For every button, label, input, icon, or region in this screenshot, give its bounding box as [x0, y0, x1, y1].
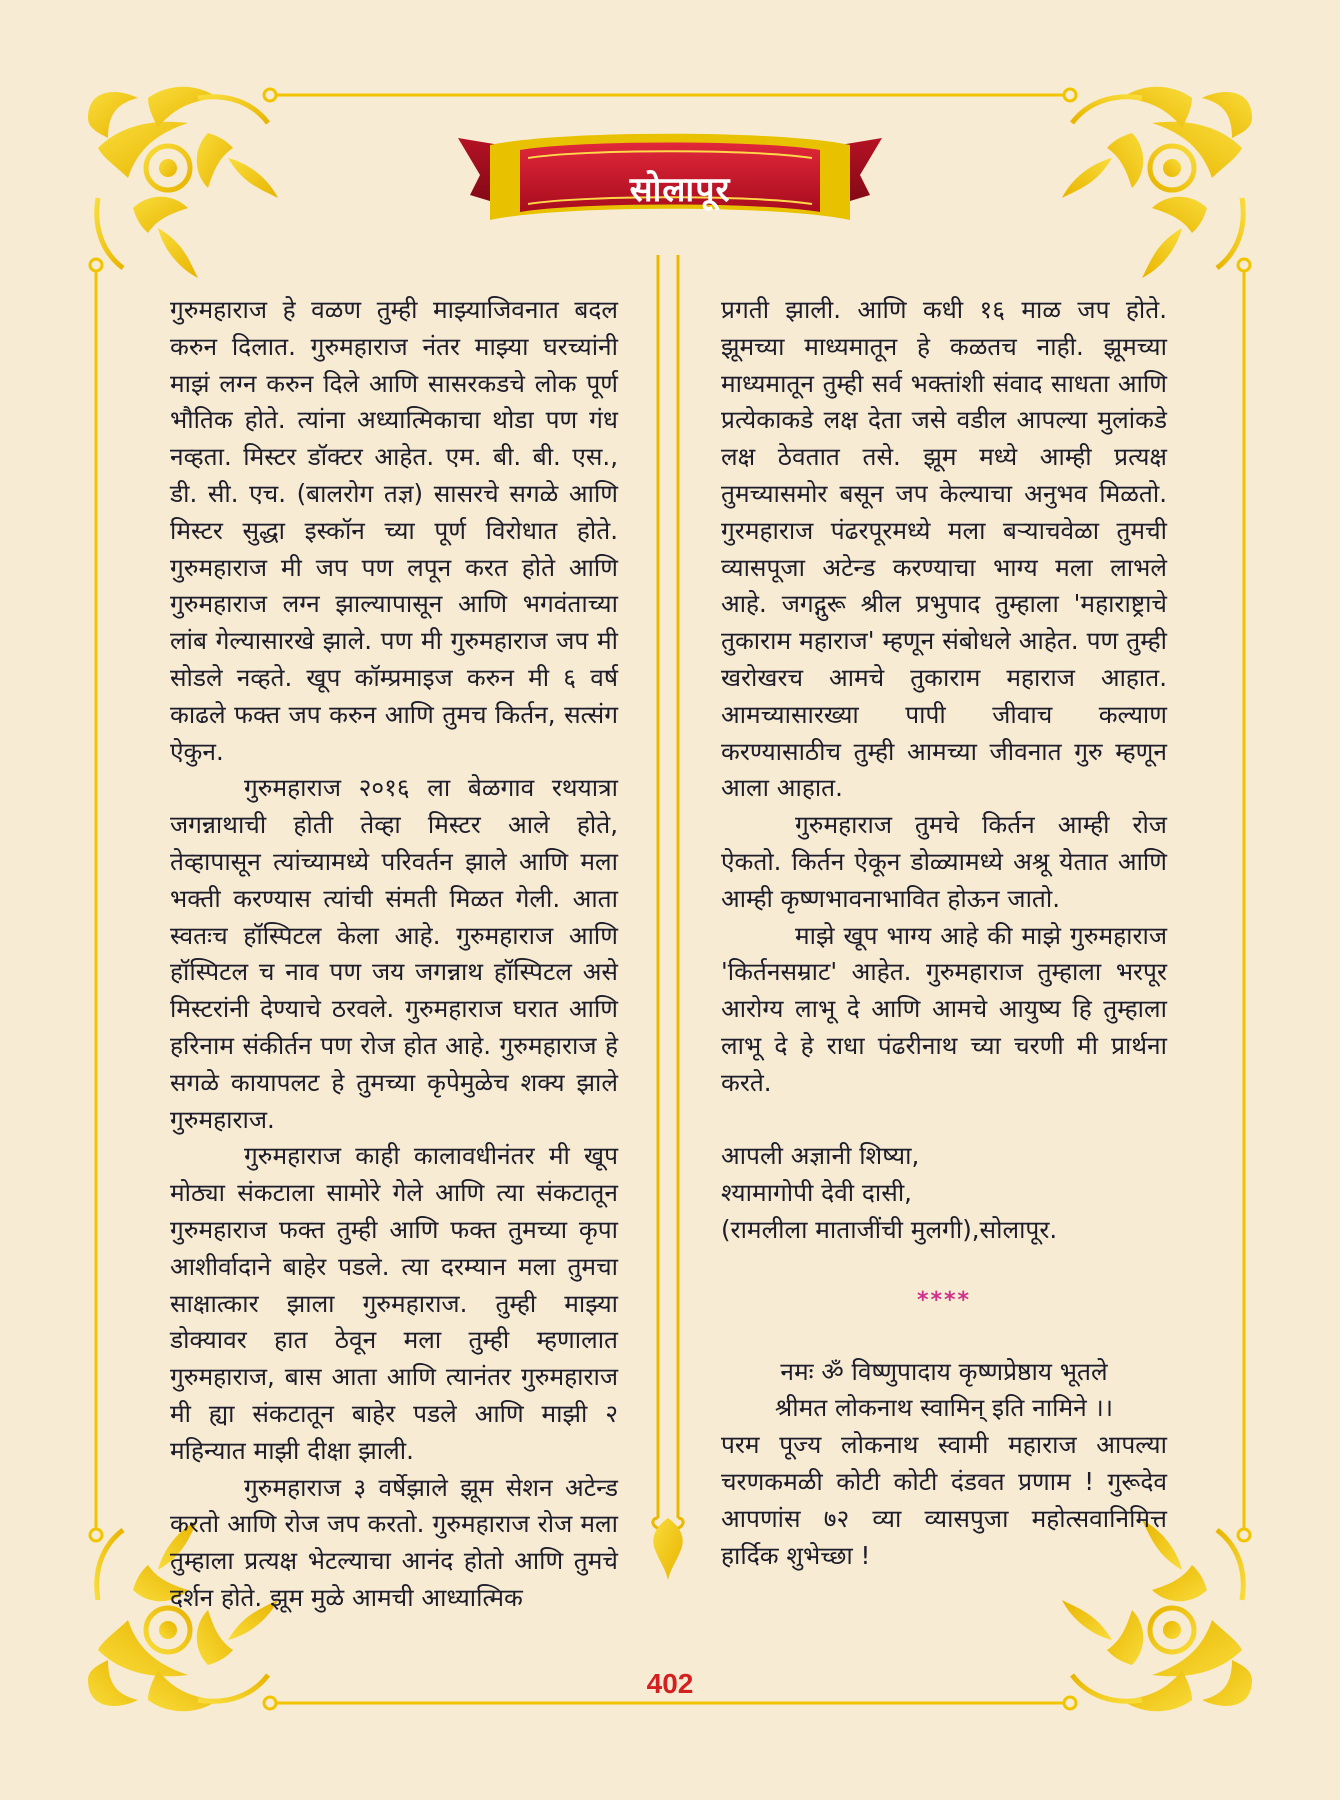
- paragraph: गुरुमहाराज काही कालावधीनंतर मी खूप मोठ्या संकटाला सामोरे गेले आणि त्या संकटातून गुरुमहाराज फक्त तुम्ही आणि फक्त तुमच्या कृपा आशीर्वादाने बाहेर पडले. त्या दरम्यान मला तुमचा साक्षात्कार झाला गुरुमहाराज. तुम्ही माझ्या डोक्यावर हात ठेवून मला तुम्ही म्हणालात गुरुमहाराज, बास आता आणि त्यानंतर गुरुमहाराज मी ह्या संकटातून बाहेर पडले आणि माझी २ महिन्यात माझी दीक्षा झाली.: [170, 1141, 618, 1465]
- shloka-line: श्रीमत लोकनाथ स्वामिन् इति नामिने ।।: [774, 1393, 1114, 1423]
- page-number: 402: [646, 1668, 694, 1699]
- page-title: सोलापूर: [629, 170, 731, 210]
- paragraph: प्रगती झाली. आणि कधी १६ माळ जप होते. झूमच्या माध्यमातून हे कळतच नाही. झूमच्या माध्यमातून तुम्ही सर्व भक्तांशी संवाद साधता आणि प्रत्येकाकडे लक्ष देता जसे वडील आपल्या मुलांकडे लक्ष ठेवतात तसे. झूम मध्ये आम्ही प्रत्यक्ष तुमच्यासमोर बसून जप केल्याचा अनुभव मिळतो. गुरमहाराज पंढरपूरमध्ये मला बऱ्याचवेळा तुमची व्यासपूजा अटेन्ड करण्याचा भाग्य मला लाभले आहे. जगद्गुरू श्रील प्रभुपाद तुम्हाला 'महाराष्ट्राचे तुकाराम महाराज' म्हणून संबोधले आहेत. पण तुम्ही खरोखरच आमचे तुकाराम महाराज आहात. आमच्यासारख्या पापी जीवाच कल्याण करण्यासाठीच तुम्ही आमच्या जीवनात गुरु म्हणून आला आहात.: [721, 295, 1167, 803]
- paragraph: गुरुमहाराज हे वळण तुम्ही माझ्याजिवनात बदल करुन दिलात. गुरुमहाराज नंतर माझ्या घरच्यांनी माझं लग्न करुन दिले आणि सासरकडचे लोक पूर्ण भौतिक होते. त्यांना अध्यात्मिकाचा थोडा पण गंध नव्हता. मिस्टर डॉक्टर आहेत. एम. बी. बी. एस., डी. सी. एच. (बालरोग तज्ञ) सासरचे सगळे आणि मिस्टर सुद्धा इस्कॉन च्या पूर्ण विरोधात होते. गुरुमहाराज मी जप पण लपून करत होते आणि गुरुमहाराज लग्न झाल्यापासून आणि भगवंताच्या लांब गेल्यासारखे झाले. पण मी गुरुमहाराज जप मी सोडले नव्हते. खूप कॉम्प्रमाइज करुन मी ६ वर्ष काढले फक्त जप करुन आणि तुमच किर्तन, सत्संग ऐकुन.: [170, 295, 618, 766]
- paragraph: गुरुमहाराज २०१६ ला बेळगाव रथयात्रा जगन्नाथाची होती तेव्हा मिस्टर आले होते, तेव्हापासून त्यांच्यामध्ये परिवर्तन झाले आणि मला भक्ती करण्यास त्यांची संमती मिळत गेली. आता स्वतःच हॉस्पिटल केला आहे. गुरुमहाराज आणि हॉस्पिटल च नाव पण जय जगन्नाथ हॉस्पिटल असे मिस्टरांनी देण्याचे ठरवले. गुरुमहाराज घरात आणि हरिनाम संकीर्तन पण रोज होत आहे. गुरुमहाराज हे सगळे कायापलट हे तुमच्या कृपेमुळेच शक्य झाले गुरुमहाराज.: [170, 773, 618, 1134]
- paragraph: गुरुमहाराज ३ वर्षेझाले झूम सेशन अटेन्ड करतो आणि रोज जप करतो. गुरुमहाराज रोज मला तुम्हाला प्रत्यक्ष भेटल्याचा आनंद होतो आणि तुमचे दर्शन होते. झूम मुळे आमची आध्यात्मिक: [170, 1472, 618, 1612]
- left-column: [170, 292, 618, 1617]
- paragraph: माझे खूप भाग्य आहे की माझे गुरुमहाराज 'किर्तनसम्राट' आहेत. गुरुमहाराज तुम्हाला भरपूर आरोग्य लाभू दे आणि आमचे आयुष्य हि तुम्हाला लाभू दे हे राधा पंढरीनाथ च्या चरणी मी प्रार्थना करते.: [721, 920, 1167, 1097]
- shloka-line: नमः ॐ विष्णुपादाय कृष्णप्रेष्ठाय भूतले: [780, 1356, 1108, 1386]
- star-separator: ****: [916, 1287, 972, 1313]
- signature-line: श्यामागोपी देवी दासी,: [721, 1178, 912, 1208]
- signature-line: (रामलीला माताजींची मुलगी),सोलापूर.: [721, 1214, 1058, 1244]
- signature-block: [721, 1138, 1167, 1248]
- right-column: [721, 292, 1167, 1574]
- shloka: [721, 1354, 1167, 1428]
- signature-line: आपली अज्ञानी शिष्या,: [721, 1141, 920, 1171]
- closing-message: परम पूज्य लोकनाथ स्वामी महाराज आपल्या चरणकमळी कोटी कोटी दंडवत प्रणाम ! गुरूदेव आपणांस ७२ व्या व्यासपुजा महोत्सवानिमित्त हार्दिक शुभेच्छा !: [721, 1430, 1167, 1570]
- paragraph: गुरुमहाराज तुमचे किर्तन आम्ही रोज ऐकतो. किर्तन ऐकून डोळ्यामध्ये अश्रू येतात आणि आम्ही कृष्णभावनाभावित होऊन जातो.: [721, 810, 1167, 913]
